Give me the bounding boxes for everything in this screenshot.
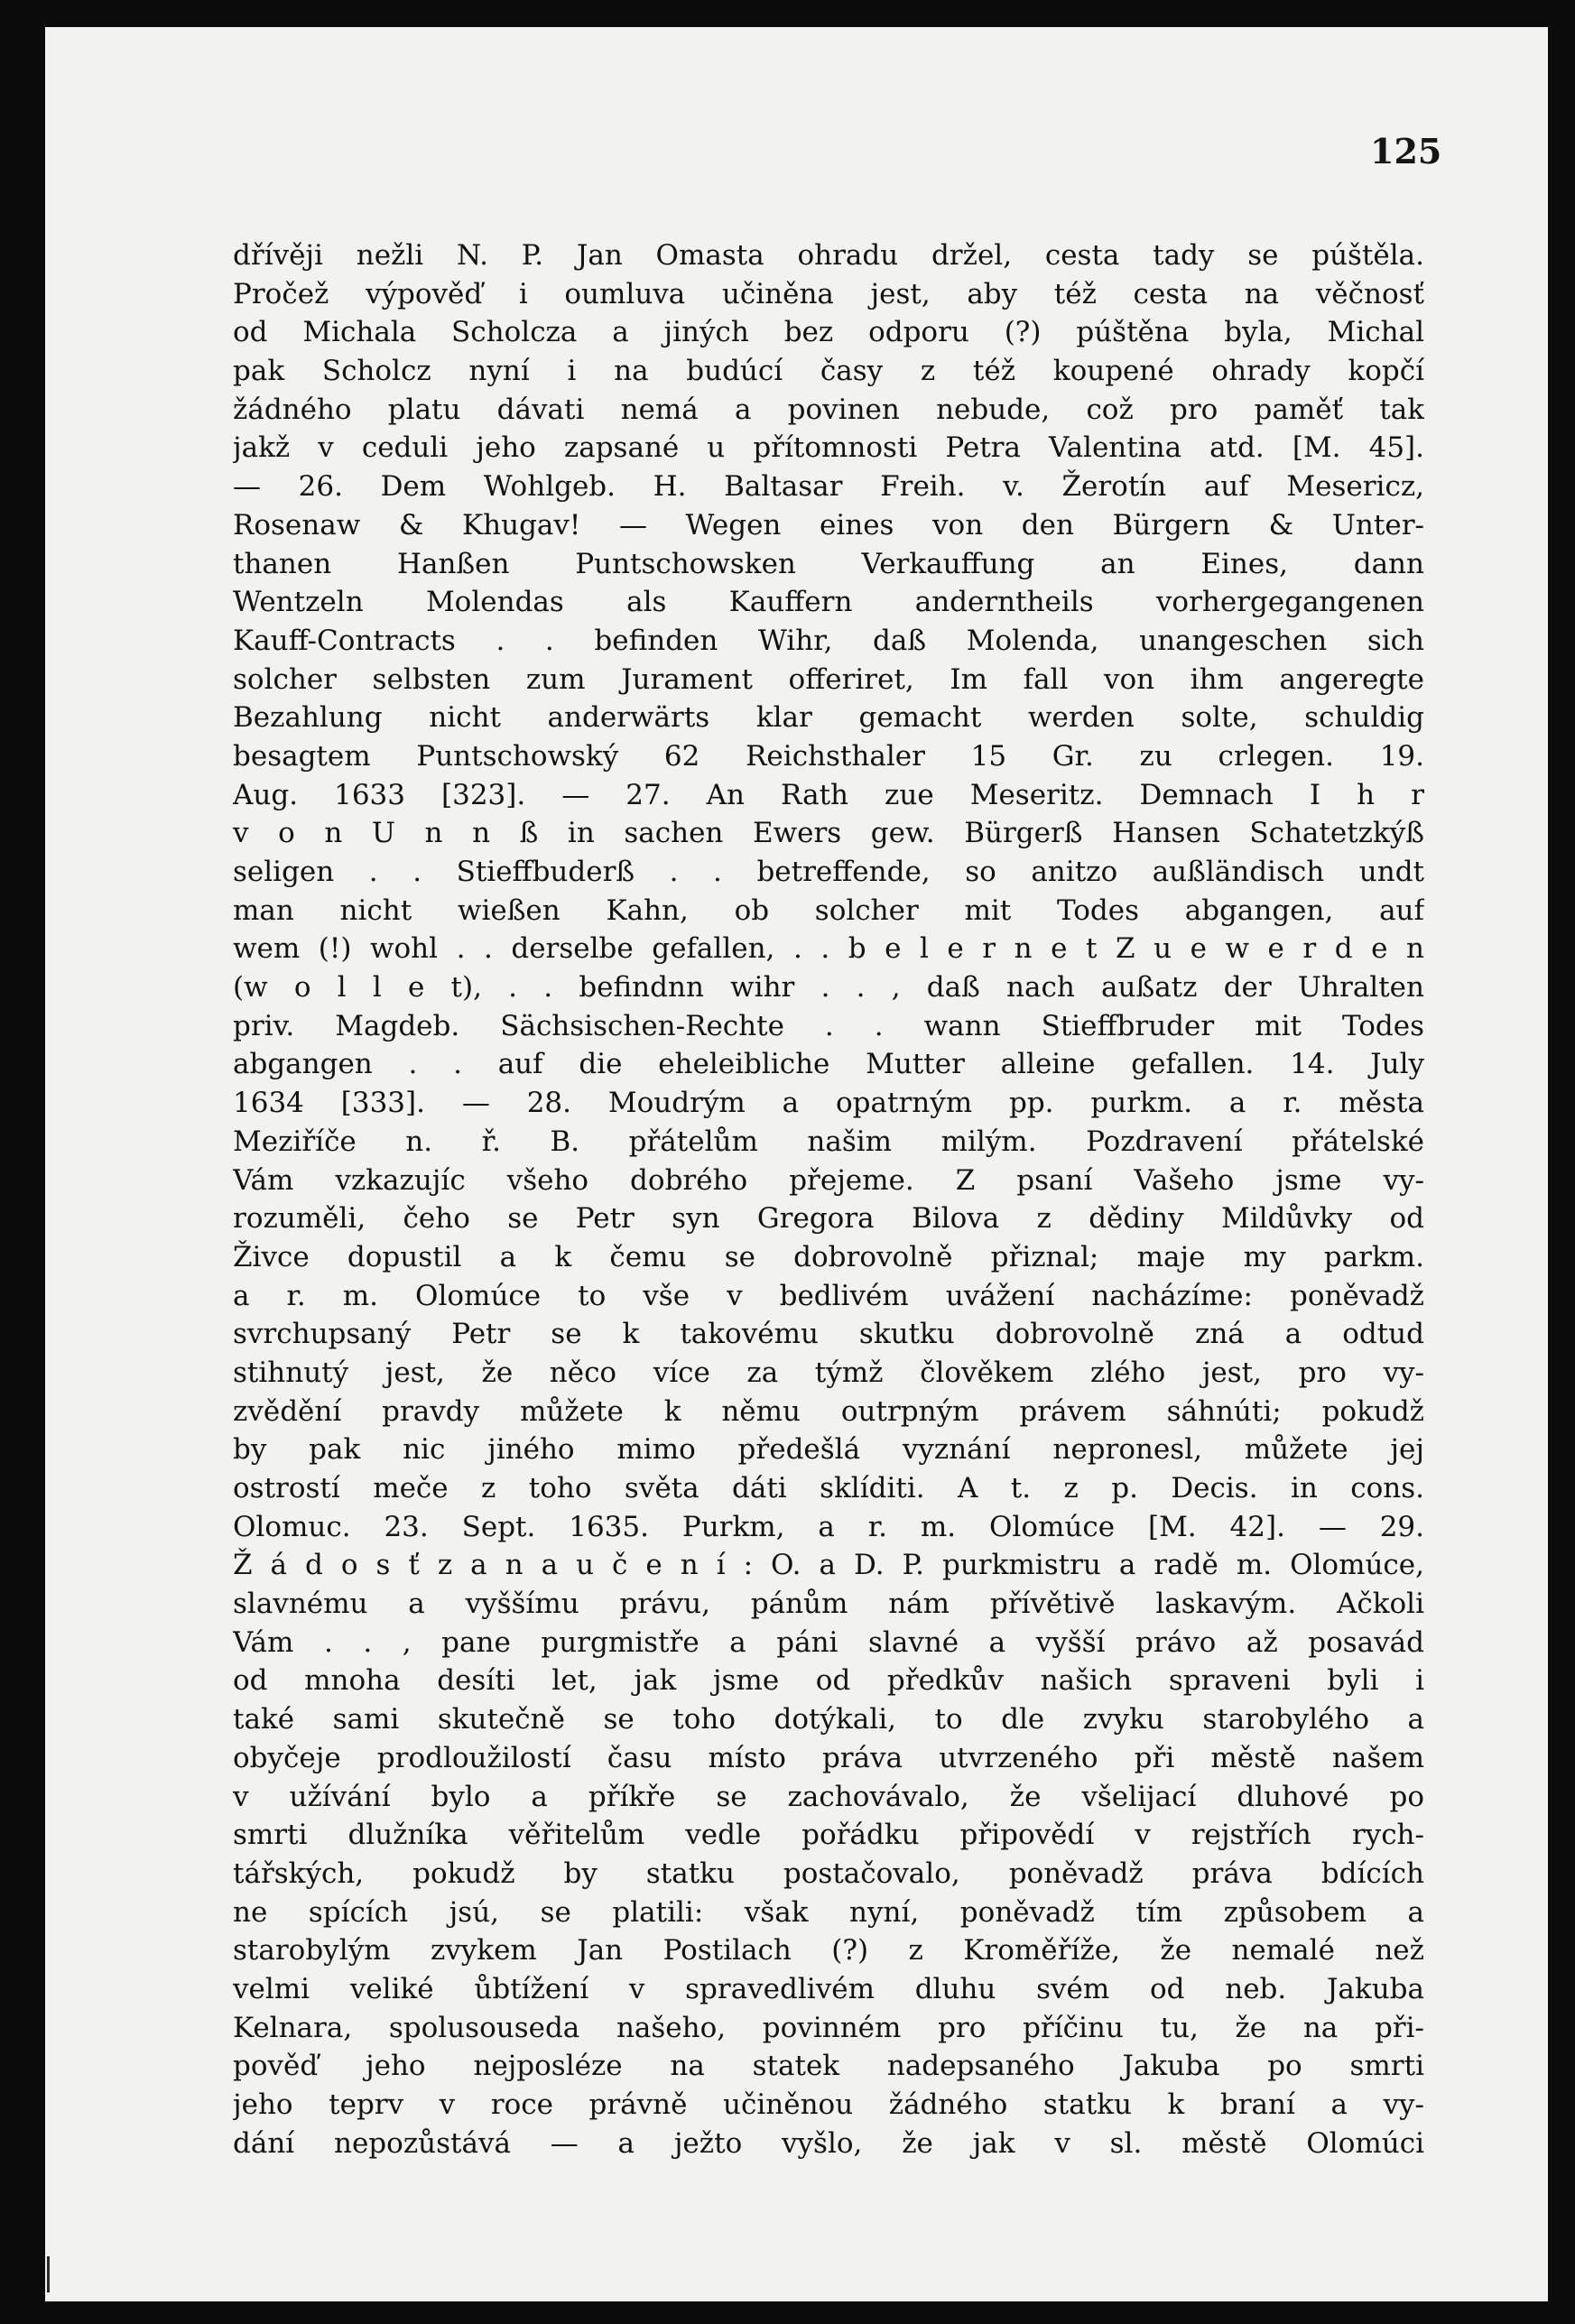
text-line: slavnému a vyššímu právu, pánům nám přívětivě laskavým. Ačkoli	[233, 1588, 1424, 1621]
text-line: Wentzeln Molendas als Kauffern anderntheils vorhergegangenen	[233, 586, 1424, 619]
text-line: wem (!) wohl . . derselbe gefallen, . . b e l e r n e t Z u e w e r d e n	[233, 932, 1424, 966]
text-line: solcher selbsten zum Jurament offeriret, Im fall von ihm angeregte	[233, 662, 1424, 696]
text-line: Vám vzkazujíc všeho dobrého přejeme. Z psaní Vašeho jsme vy-	[233, 1163, 1424, 1197]
text-line: a r. m. Olomúce to vše v bedlivém uvážení nacházíme: poněvadž	[233, 1279, 1424, 1312]
page-number: 125	[1370, 131, 1442, 171]
text-line: Kelnara, spolusouseda našeho, povinném pro příčinu tu, že na při-	[233, 2011, 1424, 2044]
text-line: Aug. 1633 [323]. — 27. An Rath zue Meseritz. Demnach I h r	[233, 778, 1424, 811]
text-line: obyčeje prodloužilostí času místo práva utvrzeného při městě našem	[233, 1741, 1424, 1774]
text-line: 1634 [333]. — 28. Moudrým a opatrným pp. purkm. a r. města	[233, 1087, 1424, 1120]
book-page	[45, 27, 1548, 2301]
text-line: seligen . . Stieffbuderß . . betreffende, so anitzo außländisch undt	[233, 856, 1424, 888]
text-line: dřívěji nežli N. P. Jan Omasta ohradu držel, cesta tady se púštěla.	[233, 239, 1424, 272]
body-text	[233, 236, 1424, 2162]
text-line: Živce dopustil a k čemu se dobrovolně přiznal; maje my parkm.	[233, 1240, 1424, 1273]
text-line: starobylým zvykem Jan Postilach (?) z Kroměříže, že nemalé než	[233, 1934, 1424, 1968]
text-line: od mnoha desíti let, jak jsme od předkův našich spraveni byli i	[233, 1664, 1424, 1698]
text-line: od Michala Scholcza a jiných bez odporu (?) púštěna byla, Michal	[233, 316, 1424, 349]
text-line: man nicht wießen Kahn, ob solcher mit Todes abgangen, auf	[233, 893, 1424, 927]
text-line: svrchupsaný Petr se k takovému skutku dobrovolně zná a odtud	[233, 1318, 1424, 1351]
text-line: Vám . . , pane purgmistře a páni slavné a vyšší právo až posavád	[233, 1625, 1424, 1659]
text-line: jakž v ceduli jeho zapsané u přítomnosti Petra Valentina atd. [M. 45].	[233, 431, 1424, 465]
text-line: pak Scholcz nyní i na budúcí časy z též koupené ohrady kopčí	[233, 355, 1424, 388]
text-line: rozuměli, čeho se Petr syn Gregora Bilova z dědiny Mildůvky od	[233, 1202, 1424, 1236]
text-line: Meziříče n. ř. B. přátelům našim milým. Pozdravení přátelské	[233, 1125, 1424, 1158]
text-line: v o n U n n ß in sachen Ewers gew. Bürgerß Hansen Schatetzkýß	[233, 817, 1424, 850]
text-line: také sami skutečně se toho dotýkali, to dle zvyku starobylého a	[233, 1703, 1424, 1736]
text-line: by pak nic jiného mimo předešlá vyznání nepronesl, můžete jej	[233, 1433, 1424, 1467]
text-line: velmi veliké ůbtížení v spravedlivém dluhu svém od neb. Jakuba	[233, 1972, 1424, 2005]
text-line: (w o l l e t), . . befindnn wihr . . , daß nach außatz der Uhralten	[233, 971, 1424, 1005]
text-line: priv. Magdeb. Sächsischen-Rechte . . wann Stieffbruder mit Todes	[233, 1009, 1424, 1042]
text-line: ne spících jsú, se platili: však nyní, poněvadž tím způsobem a	[233, 1895, 1424, 1929]
text-line: Olomuc. 23. Sept. 1635. Purkm, a r. m. Olomúce [M. 42]. — 29.	[233, 1510, 1424, 1543]
text-line: — 26. Dem Wohlgeb. H. Baltasar Freih. v. Žerotín auf Mesericz,	[233, 470, 1424, 504]
text-line: Ž á d o s ť z a n a u č e n í : O. a D. P. purkmistru a radě m. Olomúce,	[233, 1549, 1424, 1582]
text-line: zvědění pravdy můžete k němu outrpným právem sáhnúti; pokudž	[233, 1394, 1424, 1428]
text-line: smrti dlužníka věřitelům vedle pořádku připovědí v rejstřích rych-	[233, 1819, 1424, 1852]
text-line: stihnutý jest, že něco více za týmž člověkem zlého jest, pro vy-	[233, 1356, 1424, 1389]
text-line: abgangen . . auf die eheleibliche Mutter alleine gefallen. 14. July	[233, 1048, 1424, 1081]
text-line: jeho teprv v roce právně učiněnou žádného statku k braní a vy-	[233, 2088, 1424, 2121]
scan-edge-mark	[47, 2256, 50, 2292]
text-line: Bezahlung nicht anderwärts klar gemacht werden solte, schuldig	[233, 701, 1424, 735]
text-line: Rosenaw & Khugav! — Wegen eines von den Bürgern & Unter-	[233, 508, 1424, 542]
text-line: žádného platu dávati nemá a povinen nebude, což pro paměť tak	[233, 393, 1424, 426]
text-line: ostrostí meče z toho světa dáti sklíditi. A t. z p. Decis. in cons.	[233, 1472, 1424, 1505]
text-line: Pročež výpověď i oumluva učiněna jest, aby též cesta na věčnosť	[233, 277, 1424, 310]
text-line: dání nepozůstává — a ježto vyšlo, že jak v sl. městě Olomúci	[233, 2126, 1424, 2160]
text-line: tářských, pokudž by statku postačovalo, poněvadž práva bdících	[233, 1856, 1424, 1890]
text-line: v užívání bylo a příkře se zachovávalo, že všelijací dluhové po	[233, 1780, 1424, 1813]
text-line: pověď jeho nejposléze na statek nadepsaného Jakuba po smrti	[233, 2050, 1424, 2083]
text-line: besagtem Puntschowský 62 Reichsthaler 15 Gr. zu crlegen. 19.	[233, 739, 1424, 773]
text-line: Kauff-Contracts . . befinden Wihr, daß Molenda, unangeschen sich	[233, 624, 1424, 657]
text-line: thanen Hanßen Puntschowsken Verkauffung an Eines, dann	[233, 547, 1424, 580]
